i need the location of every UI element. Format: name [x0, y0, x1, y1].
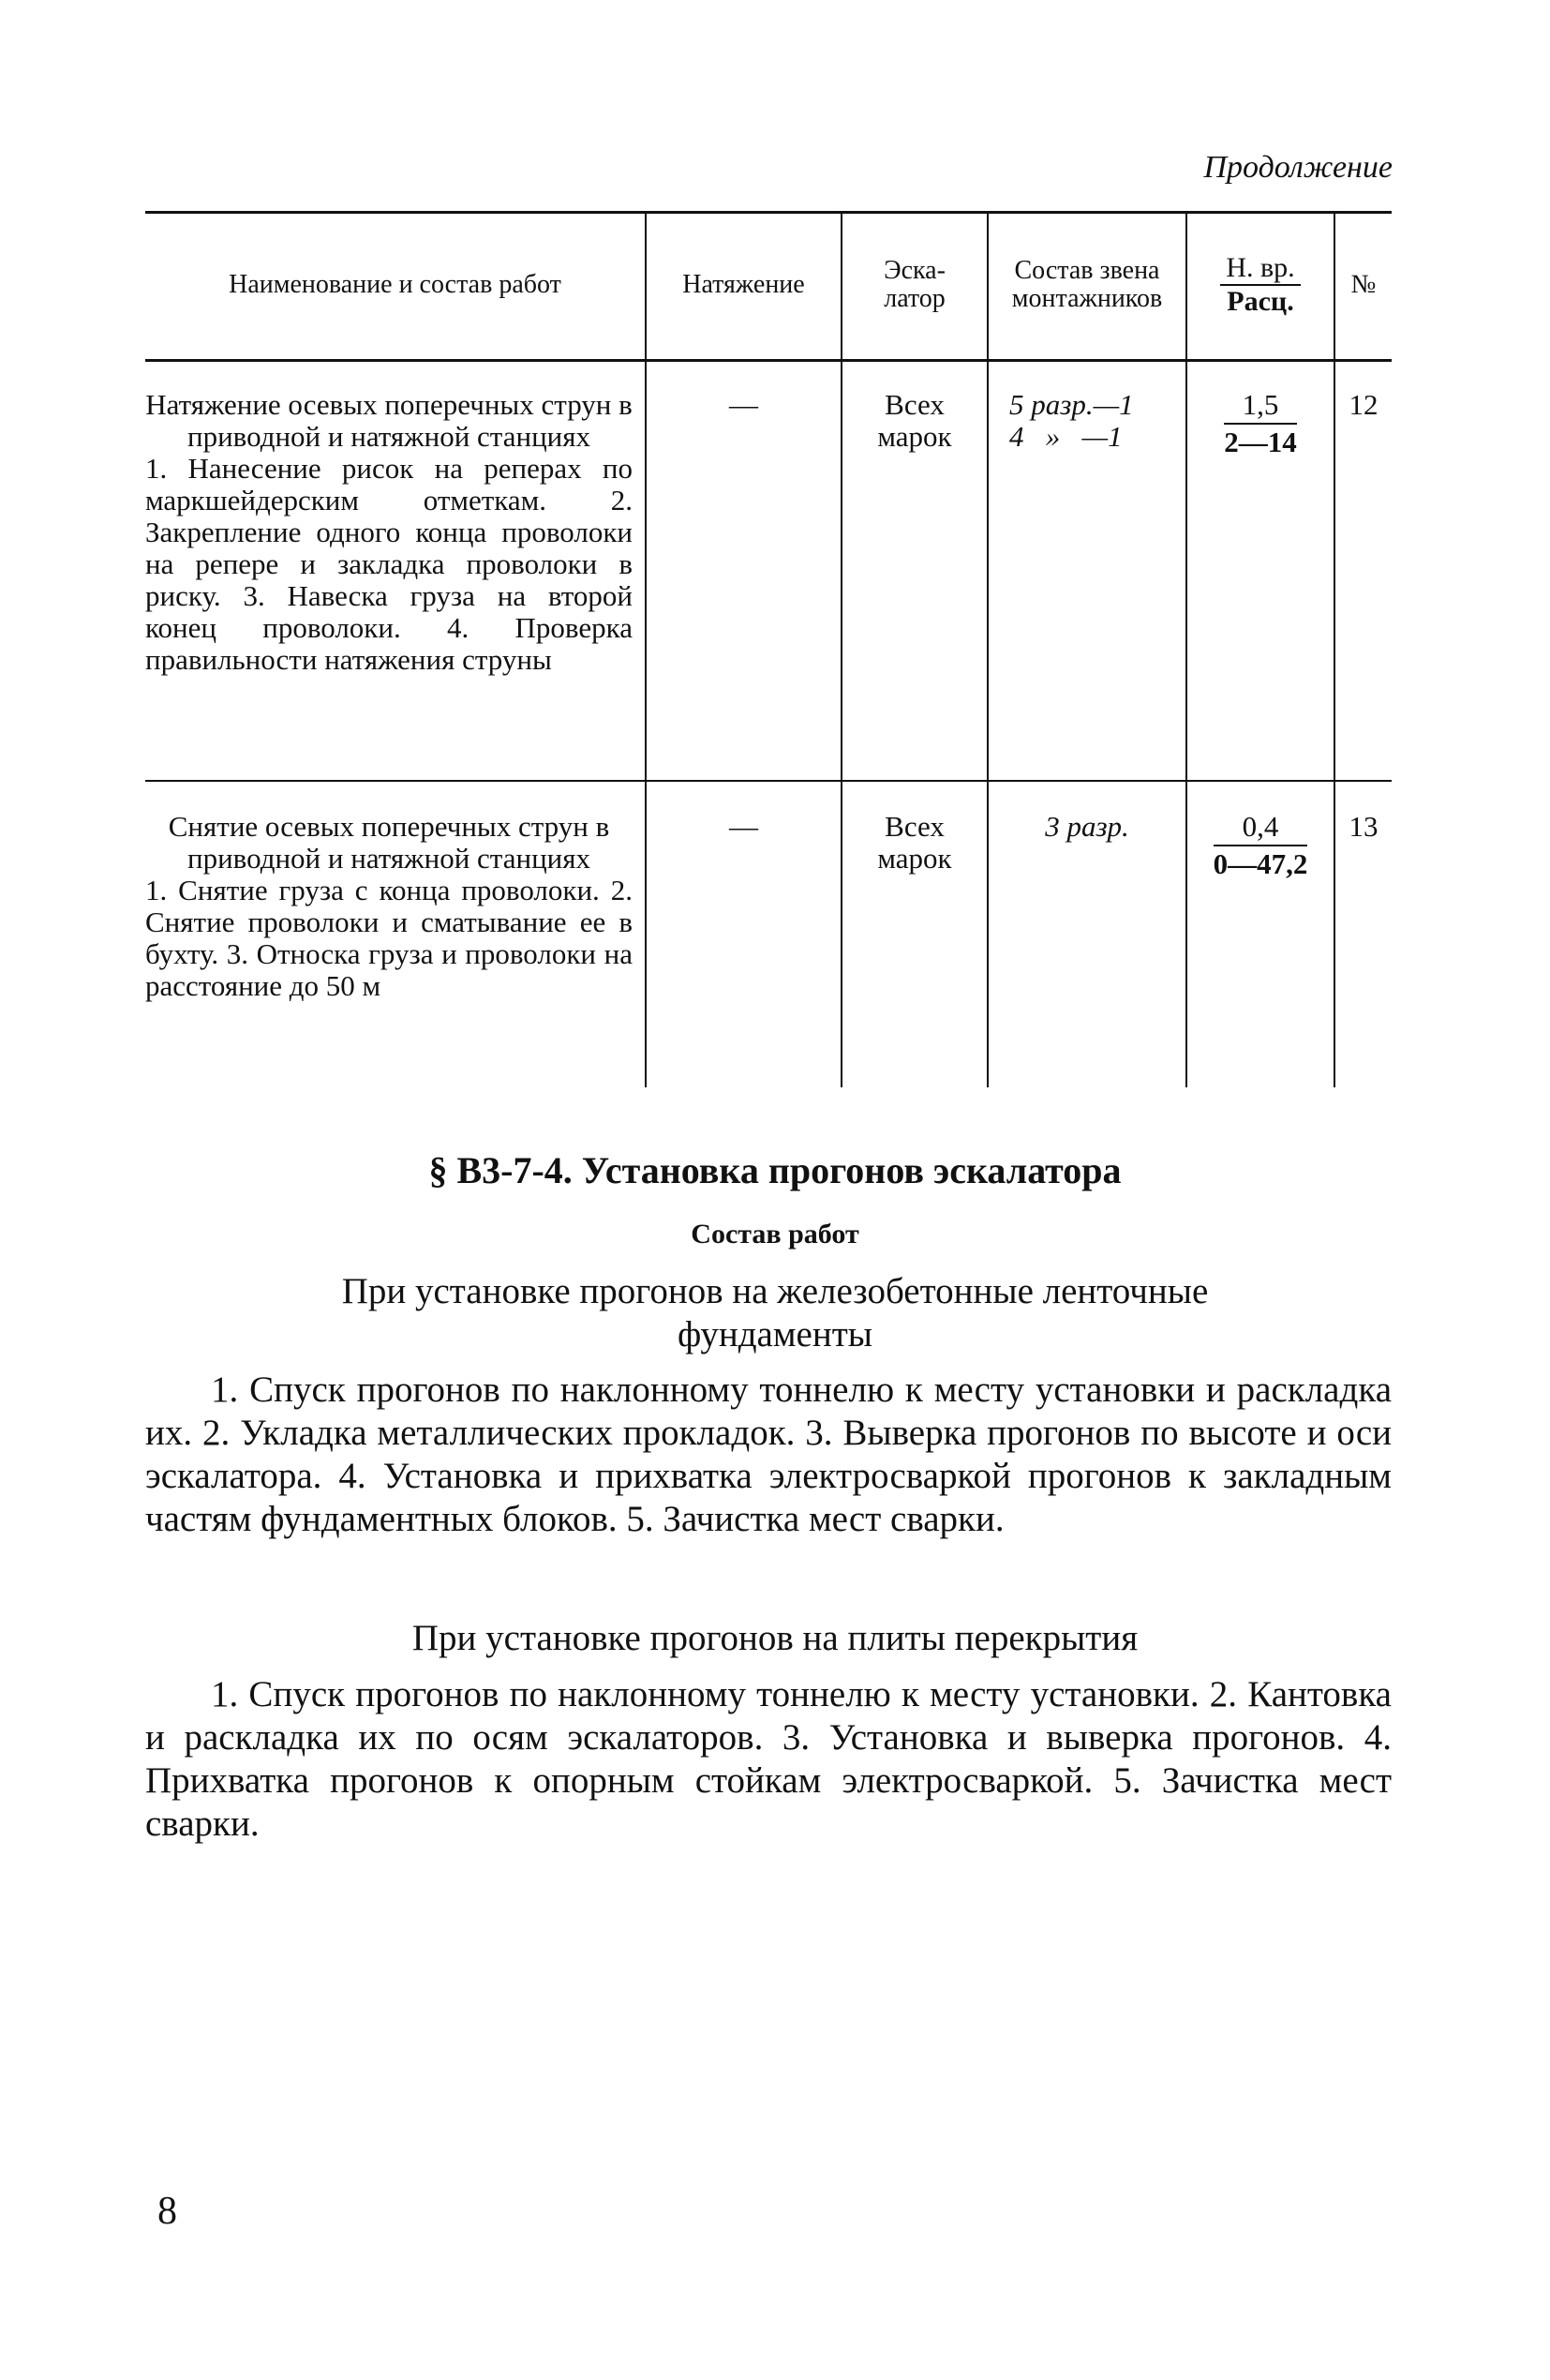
row-1-rate: 2—14: [1224, 426, 1297, 458]
row-1-team: [1009, 389, 1178, 453]
row-1-team-line-1: 5 разр.—1: [1009, 388, 1134, 421]
header-rate: Расц.: [1227, 286, 1294, 317]
table-header-rule: [145, 359, 1392, 362]
norms-table: [145, 211, 1392, 1087]
continuation-label: Продолжение: [1203, 150, 1393, 185]
row-2-body: 1. Снятие груза с конца проволоки. 2. Снятие проволоки и сматывание ее в бухту. 3. Относка груза и проволоки на расстояние до 50 м: [145, 874, 633, 1002]
header-team: Состав звена монтажников: [1011, 256, 1163, 313]
part-1-heading: При установке прогонов на железобетонные ленточные фундаменты: [341, 1271, 1209, 1355]
section-subtitle: Состав работ: [691, 1219, 859, 1250]
section-title: § В3-7-4. Установка прогонов эскалатора: [428, 1149, 1122, 1191]
header-number: №: [1350, 270, 1377, 299]
row-2-rate: 0—47,2: [1213, 847, 1308, 880]
table-row-divider: [145, 780, 1392, 782]
row-2-team-line-1: 3 разр.: [1045, 810, 1129, 843]
row-2-number: 13: [1349, 810, 1379, 843]
row-2-escalator: Всех марок: [877, 810, 952, 875]
row-2-norm-time: 0,4: [1214, 811, 1308, 846]
header-tension: Натяжение: [682, 270, 805, 299]
part-1-text: 1. Спуск прогонов по наклонному тоннелю к месту установки и раскладка их. 2. Укладка металлических прокладок. 3. Выверка прогонов по высоте и оси эскалатора. 4. Установка и прихватка электросваркой прогонов к закладным частям фундаментных блоков. 5. Зачистка мест сварки.: [145, 1370, 1392, 1539]
row-2-team: [989, 811, 1185, 843]
row-1-number: 12: [1349, 388, 1379, 421]
row-2-norm: [1187, 811, 1334, 880]
part-2-text: 1. Спуск прогонов по наклонному тоннелю к месту установки. 2. Кантовка и раскладка их по осям эскалаторов. 3. Установка и выверка прогонов. 4. Прихватка прогонов к опорным стойкам электросваркой. 5. Зачистка мест сварки.: [145, 1674, 1392, 1844]
row-1-norm-time: 1,5: [1224, 389, 1297, 425]
header-norm: [1187, 211, 1334, 359]
row-1-tension: —: [729, 388, 758, 421]
row-1-norm: [1187, 389, 1334, 458]
row-2-tension: —: [729, 810, 758, 843]
part-2-heading: При установке прогонов на плиты перекрытия: [411, 1618, 1139, 1658]
row-2-title: Снятие осевых поперечных струн в приводной и натяжной станциях: [168, 810, 610, 875]
page-number: 8: [157, 2190, 177, 2233]
header-norm-time: Н. вр.: [1220, 254, 1300, 286]
header-escalator: Эска- латор: [884, 256, 946, 313]
header-work: Наименование и состав работ: [229, 270, 561, 299]
row-1-title: Натяжение осевых поперечных струн в приводной и натяжной станциях: [145, 388, 633, 453]
table-row-2-work: [145, 811, 633, 1002]
row-1-body: 1. Нанесение рисок на реперах по маркшейдерским отметкам. 2. Закрепление одного конца проволоки на репере и закладка проволоки в риску. 3. Навеска груза на второй конец проволоки. 4. Проверка правильности натяжения струны: [145, 452, 633, 676]
row-1-escalator: Всех марок: [877, 388, 952, 453]
row-1-team-line-2: 4 » —1: [1009, 420, 1123, 453]
table-row-1-work: [145, 389, 633, 676]
